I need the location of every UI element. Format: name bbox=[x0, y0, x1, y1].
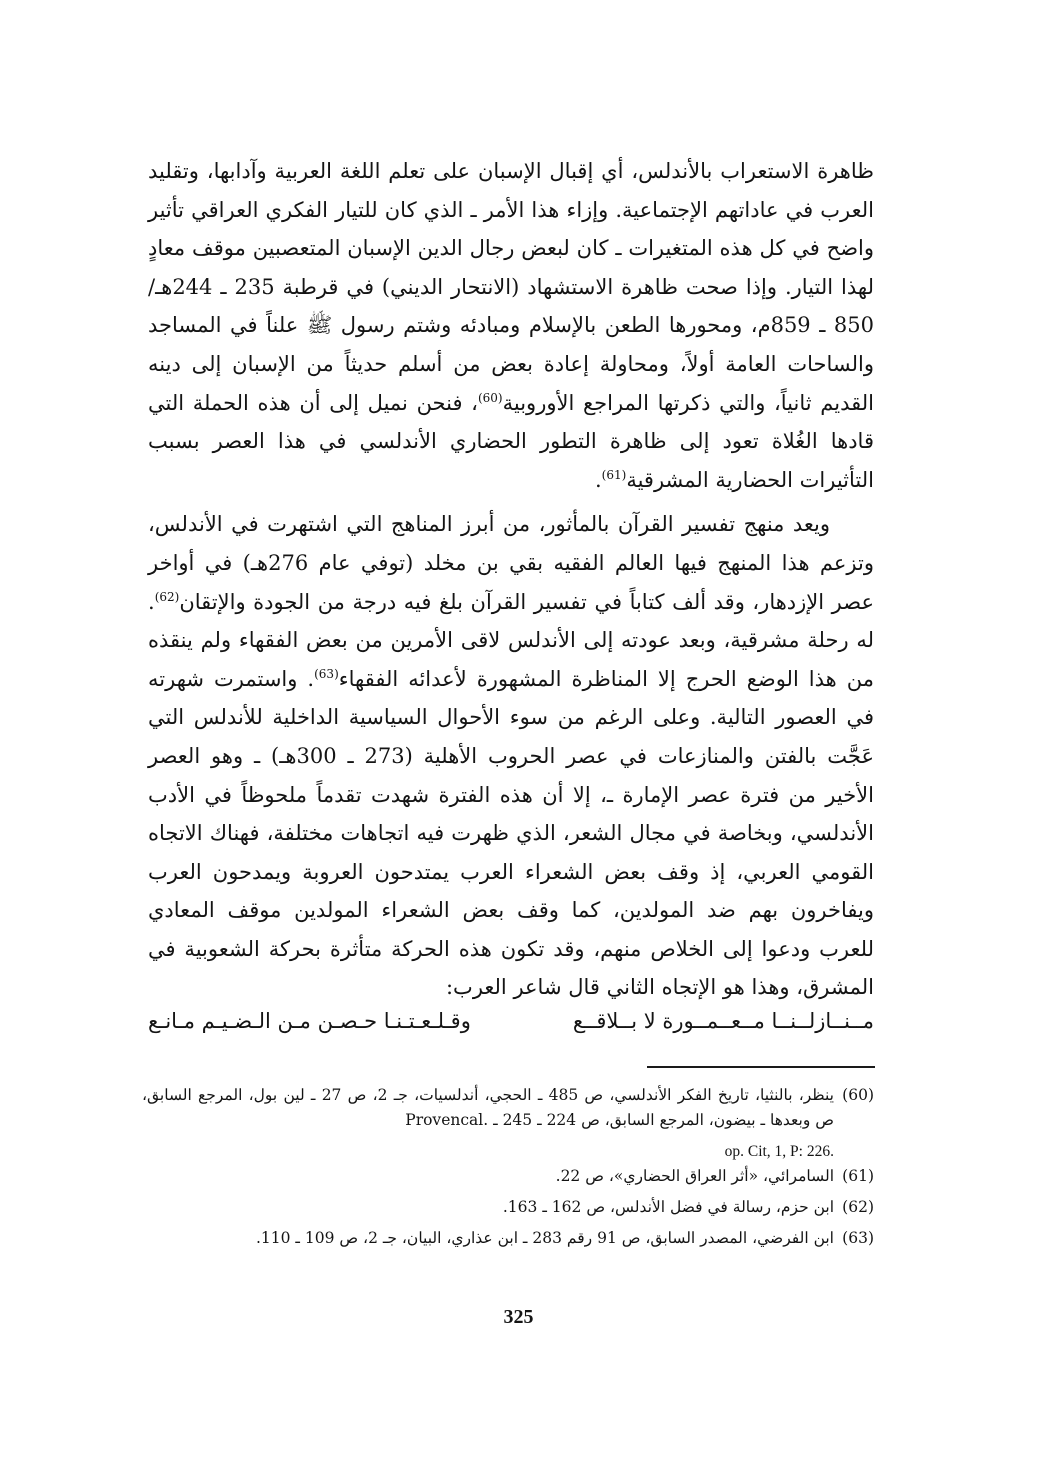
footnote-number: (62) bbox=[842, 1198, 874, 1216]
footnotes bbox=[142, 1083, 874, 1257]
paragraph-2-text-end: . واستمرت شهرته في العصور التالية. وعلى الرغم من سوء الأحوال السياسية الداخلية للأندلس التي عَجَّت بالفتن والمنازعات في عصر الحروب الأهلية (273 ـ 300هـ) ـ وهو العصر الأخير من فترة عصر الإمارة ـ، إلا أن هذه الفترة شهدت تقدماً ملحوظاً في الأدب الأندلسي، وبخاصة في مجال الشعر، الذي ظهرت فيه اتجاهات مختلفة، فهناك الاتجاه القومي العربي، إذ وقف بعض الشعراء العرب يمتدحون العروبة ويمدحون العرب ويفاخرون بهم ضد المولدين، كما وقف بعض الشعراء المولدين موقف المعادي للعرب ودعوا إلى الخلاص منهم، وقد تكون هذه الحركة متأثرة بحركة الشعوبية في المشرق، وهذا هو الإتجاه الثاني قال شاعر العرب: bbox=[148, 666, 874, 1000]
footnote-ref-61[interactable]: (61) bbox=[601, 467, 627, 482]
footnote-ref-62[interactable]: (62) bbox=[154, 589, 180, 604]
footnote-61 bbox=[142, 1164, 874, 1189]
footnote-number: (63) bbox=[842, 1229, 874, 1247]
paragraph-2-text-continued: . له رحلة مشرقية، وبعد عودته إلى الأندلس لاقى الأمرين من بعض الفقهاء ولم ينقذه من هذا الوضع الحرج إلا المناظرة المشهورة لأعدائه الفقهاء bbox=[148, 589, 874, 691]
footnote-ref-60[interactable]: (60) bbox=[477, 390, 503, 405]
paragraph-1-text: ظاهرة الاستعراب بالأندلس، أي إقبال الإسبان على تعلم اللغة العربية وآدابها، وتقليد العرب في عاداتهم الإجتماعية. وإزاء هذا الأمر ـ الذي كان للتيار الفكري العراقي تأثير واضح في كل هذه المتغيرات ـ كان لبعض رجال الدين الإسبان المتعصبين موقف معادٍ لهذا التيار. وإذا صحت ظاهرة الاستشهاد (الانتحار الديني) في قرطبة 235 ـ 244هـ/ 850 ـ 859م، ومحورها الطعن بالإسلام ومبادئه وشتم رسول ﷺ علناً في المساجد والساحات العامة أولاً، ومحاولة إعادة بعض من أسلم حديثاً من الإسبان إلى دينه القديم ثانياً، والتي ذكرتها المراجع الأوروبية bbox=[148, 159, 874, 415]
page-number: 325 bbox=[503, 1306, 534, 1328]
footnote-62-text: ابن حزم، رسالة في فضل الأندلس، ص 162 ـ 163. bbox=[502, 1198, 834, 1216]
footnote-60-latin: op. Cit, 1, P: 226. bbox=[724, 1143, 834, 1160]
paragraph-1 bbox=[148, 152, 874, 499]
paragraph-1-text-continued: ، فنحن نميل إلى أن هذه الحملة التي قادها الغُلاة تعود إلى ظاهرة التطور الحضاري الأندلسي في هذا العصر بسبب التأثيرات الحضارية المشرقية bbox=[148, 390, 874, 492]
footnote-63-text: ابن الفرضي، المصدر السابق، ص 91 رقم 283 ـ ابن عذاري، البيان، جـ 2، ص 109 ـ 110. bbox=[255, 1229, 834, 1247]
footnote-63 bbox=[142, 1226, 874, 1251]
footnote-number: (60) bbox=[842, 1086, 874, 1104]
verse-first-hemistich: مــنــازلــنــا مــعــمــورة لا بــلاقــع bbox=[572, 1009, 874, 1033]
paragraph-1-end: . bbox=[594, 467, 602, 492]
footnote-61-text: السامرائي، «أثر العراق الحضاري»، ص 22. bbox=[555, 1167, 834, 1185]
main-text bbox=[148, 152, 874, 1007]
paragraph-2-text: ويعد منهج تفسير القرآن بالمأثور، من أبرز المناهج التي اشتهرت في الأندلس، وتزعم هذا المنهج فيها العالم الفقيه بقي بن مخلد (توفي عام 276هـ) في أواخر عصر الإزدهار، وقد ألف كتاباً في تفسير القرآن بلغ فيه درجة من الجودة والإتقان bbox=[148, 512, 874, 614]
footnote-separator bbox=[647, 1066, 875, 1068]
footnote-number: (61) bbox=[842, 1167, 874, 1185]
footnote-60-text: ينظر، بالنثيا، تاريخ الفكر الأندلسي، ص 485 ـ الحجي، أندلسيات، جـ 2، ص 27 ـ لين بول، المرجع السابق، ص وبعدها ـ بيضون، المرجع السابق، ص 224 ـ 245 ـ .Provencal bbox=[142, 1086, 834, 1129]
poetry-verse bbox=[148, 1004, 874, 1038]
verse-second-hemistich: وقـلـعـتـنـا حـصـن مـن الـضـيـم مـانـع bbox=[148, 1009, 471, 1033]
footnote-text bbox=[142, 1083, 834, 1133]
paragraph-2 bbox=[148, 505, 874, 1007]
footnote-ref-63[interactable]: (63) bbox=[314, 666, 339, 681]
footnote-62 bbox=[142, 1195, 874, 1220]
footnote-60 bbox=[142, 1083, 874, 1133]
